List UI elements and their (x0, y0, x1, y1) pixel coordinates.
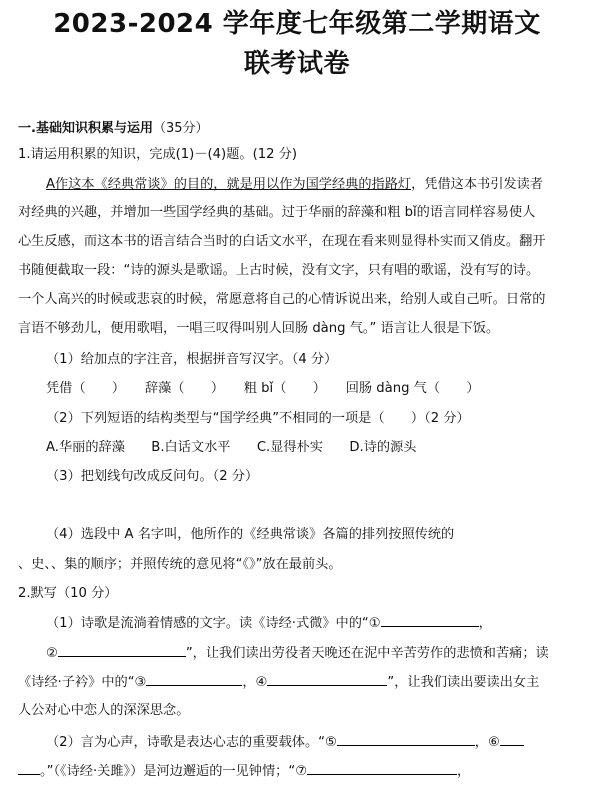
q2-text: （2）言为心声，诗歌是表达心志的重要载体。“⑤ (46, 735, 337, 750)
q1-passage-line4: 书随便截取一段：“诗的源头是歌谣。上古时候，没有文字，只有唱的歌谣，没有写的诗。 (18, 263, 540, 278)
answer-blank-7[interactable] (307, 762, 457, 775)
exam-title-line1: 2023-2024 学年度七年级第二学期语文 (53, 9, 541, 39)
answer-blank-4[interactable] (267, 673, 387, 686)
q2-line4: 人公对心中恋人的深深思念。 (18, 703, 190, 718)
q2-text: 《诗经·子衿》中的“③ (18, 675, 147, 690)
q1-sub2: （2）下列短语的结构类型与“国学经典”不相同的一项是（ ）（2 分） (46, 411, 470, 426)
answer-blank-2[interactable] (58, 644, 186, 657)
q2-text: ，⑥ (474, 735, 500, 750)
q2-text: ”，让我们读出劳役者天晚还在泥中辛苦劳作的悲愤和苦痛；读 (185, 646, 549, 661)
q2-text: ② (46, 646, 58, 661)
q1-sub2-options: A.华丽的辞藻 B.白话文水平 C.显得朴实 D.诗的源头 (46, 440, 417, 455)
answer-blank-5[interactable] (337, 733, 475, 746)
q2-line2 (46, 644, 594, 663)
q2-text: ，④ (242, 675, 268, 690)
q2-text: ”，让我们读出要读出女主 (387, 675, 540, 690)
answer-blank-3[interactable] (146, 673, 242, 686)
q1-sub4-cont: 、史、、集的顺序；并照传统的意见将“《》”放在最前头。 (18, 557, 342, 572)
q2-stem: 2.默写（10 分） (18, 586, 118, 601)
underlined-sentence: A作这本《经典常谈》的目的，就是用以作为国学经典的指路灯 (46, 177, 412, 192)
answer-blank-6-cont[interactable] (18, 762, 40, 775)
q2-line1 (46, 614, 594, 633)
section-points: （35分） (152, 121, 209, 136)
q2-line6 (18, 762, 578, 781)
section-title: 一.基础知识积累与运用 (18, 121, 153, 136)
section-heading (18, 117, 209, 136)
q1-passage-line6: 言语不够劲儿，便用歌唱，一唱三叹得叫别人回肠 dàng 气。” 语言让人很是下饭。 (18, 321, 500, 336)
q1-sub3: （3）把划线句改成反问句。（2 分） (46, 469, 259, 484)
q1-sub4: （4）选段中 A 名字叫，他所作的《经典常谈》各篇的排列按照传统的 (46, 527, 455, 542)
passage-text: ，凭借这本书引发读者 (411, 177, 543, 192)
q2-text: 。”（《诗经·关雎》）是河边邂逅的一见钟情；“⑦ (40, 764, 308, 779)
q2-line3 (18, 673, 578, 692)
q2-text: ， (478, 616, 492, 631)
answer-blank-1[interactable] (381, 614, 479, 627)
q1-passage-line2: 对经典的兴趣，并增加一些国学经典的基础。过于华丽的辞藻和粗 bǐ的语言同样容易使人 (18, 205, 536, 220)
q2-text: ， (457, 764, 471, 779)
q2-line5 (46, 733, 594, 752)
q1-sub1: （1）给加点的字注音，根据拼音写汉字。（4 分） (46, 352, 338, 367)
q1-passage-line3: 心生反感，而这本书的语言结合当时的白话文水平，在现在看来则显得朴实而又俏皮。翻开 (18, 234, 546, 249)
answer-blank-6[interactable] (500, 733, 524, 746)
q1-passage-line5: 一个人高兴的时候或悲哀的时候，常愿意将自己的心情诉说出来，给别人或自己听。日常的 (18, 292, 546, 307)
exam-title-line2: 联考试卷 (243, 49, 350, 79)
q1-passage-line1 (46, 176, 594, 194)
q2-text: （1）诗歌是流淌着情感的文字。读《诗经·式微》中的“① (46, 616, 381, 631)
q1-sub1-items: 凭借（ ） 辞藻（ ） 粗 bǐ（ ） 回肠 dàng 气（ ） (46, 381, 480, 396)
q1-stem: 1.请运用积累的知识，完成(1)－(4)题。(12 分) (18, 147, 298, 162)
